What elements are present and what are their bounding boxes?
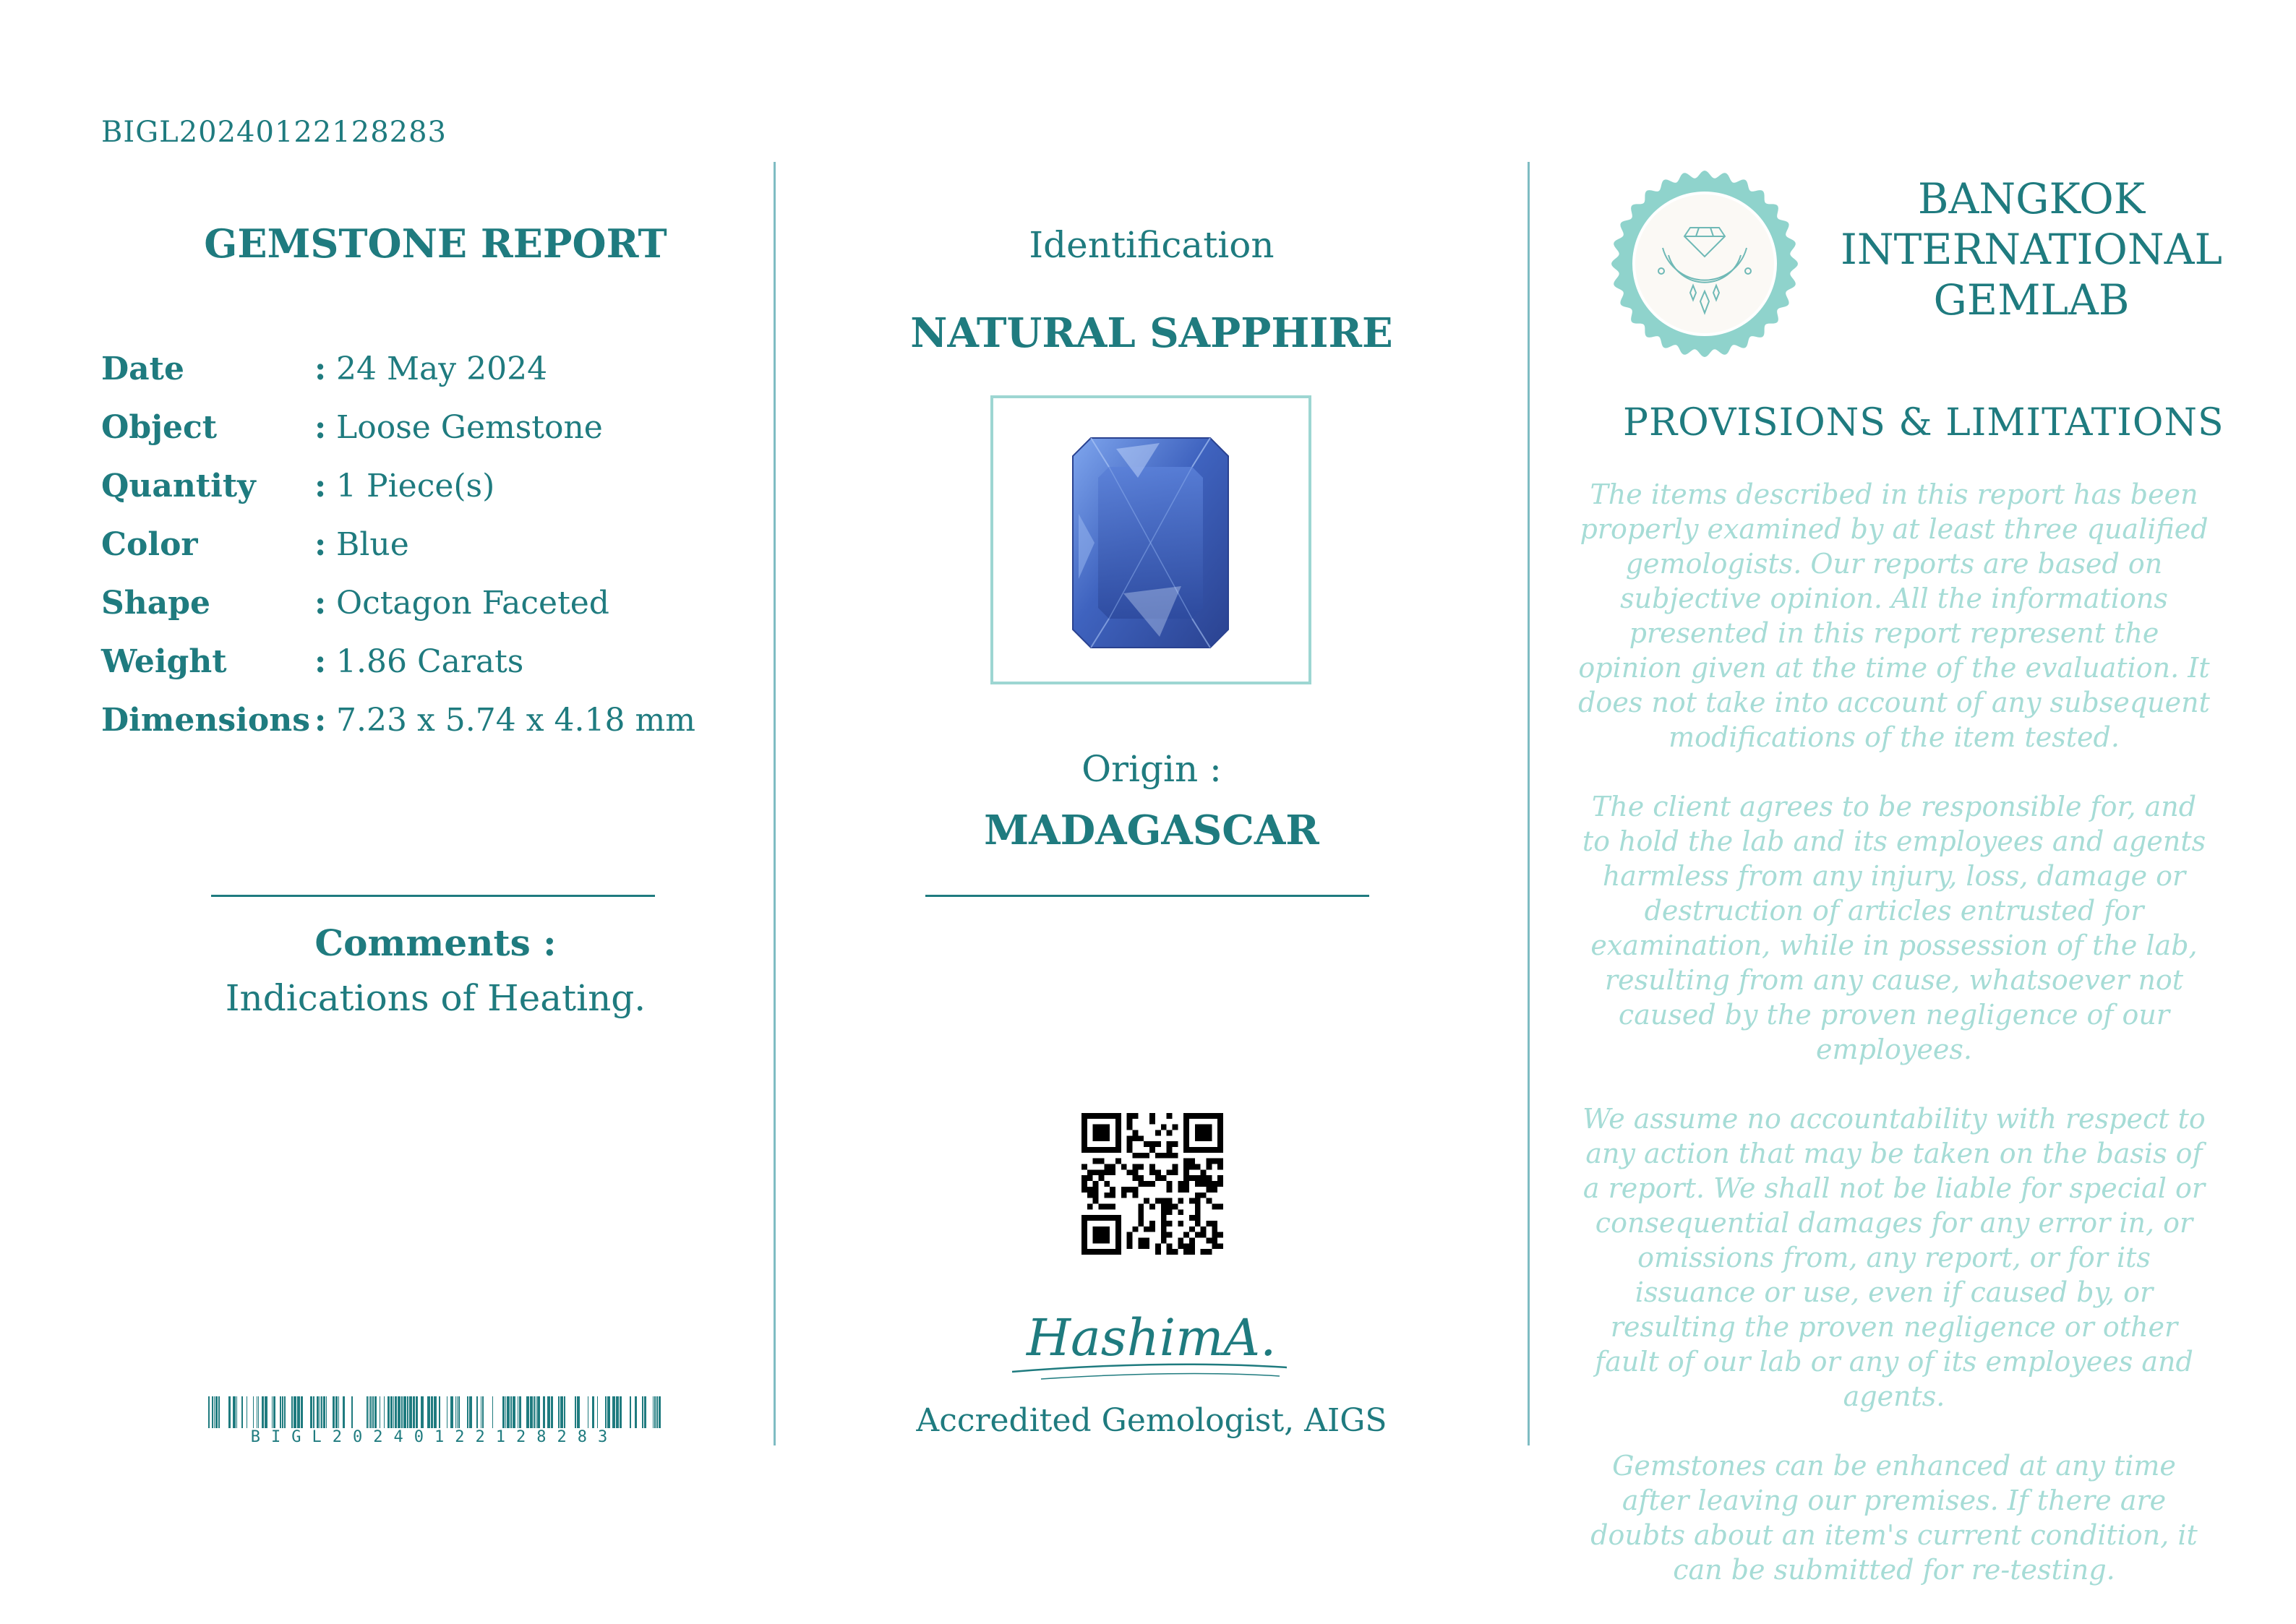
identification-label: Identification <box>1029 224 1275 266</box>
detail-label: Color <box>101 526 198 563</box>
barcode <box>208 1396 661 1428</box>
provisions-paragraph: We assume no accountability with respect to any action that may be taken on the basis of a report. We shall not be liable for special or consequential damages for any error in, or omissions from, any report, or for its issuance or use, even if caused by, or resulting the proven negligence or other fault of our lab or any of its employees and agents. <box>1582 1103 2206 1412</box>
detail-row-date <box>101 340 695 398</box>
gemstone-photo-frame <box>990 395 1311 684</box>
detail-row-dimensions <box>101 691 695 749</box>
detail-colon: : <box>314 526 327 563</box>
provisions-paragraph: The client agrees to be responsible for, and to hold the lab and its employees and agents harmless from any injury, loss, damage or destruction of articles entrusted for examination, while in possession of the lab, resulting from any cause, whatsoever not caused by the proven negligence of our employees. <box>1582 791 2206 1065</box>
comments-divider <box>211 895 655 897</box>
detail-colon: : <box>314 585 327 622</box>
lab-name-line: GEMLAB <box>1933 275 2130 325</box>
gemologist-signature <box>998 1286 1301 1395</box>
detail-value: 24 May 2024 <box>336 351 548 387</box>
detail-value: Blue <box>336 526 409 563</box>
provisions-title: PROVISIONS & LIMITATIONS <box>1623 401 2224 444</box>
detail-label: Date <box>101 351 184 387</box>
provisions-paragraph: The items described in this report has been properly examined by at least three qualified gemologists. Our reports are based on subjective opinion. All the informations presented in this report represent the opinion given at the time of the evaluation. It does not take into account of any subsequent modifications of the item tested. <box>1578 478 2210 753</box>
detail-row-color <box>101 515 695 574</box>
barcode-text: BIGL20240122128283 <box>250 1428 619 1446</box>
detail-colon: : <box>314 351 327 387</box>
provisions-paragraph: Gemstones can be enhanced at any time after leaving our premises. If there are doubts about an item's current condition, it can be submitted for re-testing. <box>1590 1450 2198 1586</box>
detail-colon: : <box>314 468 327 504</box>
lab-name <box>1836 173 2227 325</box>
detail-label: Quantity <box>101 468 256 504</box>
detail-row-object <box>101 398 695 457</box>
detail-value: Loose Gemstone <box>336 409 603 446</box>
comments-text: Indications of Heating. <box>225 977 646 1019</box>
detail-value: 1.86 Carats <box>336 643 524 680</box>
detail-row-weight <box>101 632 695 691</box>
origin-label: Origin : <box>1081 748 1222 790</box>
detail-value: 1 Piece(s) <box>336 468 495 504</box>
detail-value: 7.23 x 5.74 x 4.18 mm <box>336 702 695 739</box>
comments-label: Comments : <box>314 921 557 964</box>
detail-label: Shape <box>101 585 211 622</box>
detail-colon: : <box>314 409 327 446</box>
details-table <box>101 340 695 749</box>
detail-label: Object <box>101 409 218 446</box>
detail-row-quantity <box>101 457 695 515</box>
column-divider-right <box>1528 162 1530 1445</box>
provisions-text <box>1576 477 2212 1622</box>
detail-row-shape <box>101 574 695 632</box>
gemologist-title: Accredited Gemologist, AIGS <box>916 1402 1387 1439</box>
lab-name-line: INTERNATIONAL <box>1840 225 2223 274</box>
detail-label: Dimensions <box>101 702 311 739</box>
detail-colon: : <box>314 643 327 680</box>
signature-script: HashimA. <box>1027 1308 1277 1367</box>
detail-value: Octagon Faceted <box>336 585 609 622</box>
qr-code <box>1081 1113 1223 1255</box>
lab-seal-logo <box>1611 170 1799 358</box>
identification-value: NATURAL SAPPHIRE <box>910 309 1393 357</box>
origin-value: MADAGASCAR <box>984 807 1319 854</box>
gemstone-image <box>993 398 1308 682</box>
origin-divider <box>925 895 1369 897</box>
detail-colon: : <box>314 702 327 739</box>
report-number: BIGL20240122128283 <box>101 116 447 149</box>
report-title: GEMSTONE REPORT <box>204 220 667 267</box>
detail-label: Weight <box>101 643 227 680</box>
lab-name-line: BANGKOK <box>1917 174 2146 223</box>
